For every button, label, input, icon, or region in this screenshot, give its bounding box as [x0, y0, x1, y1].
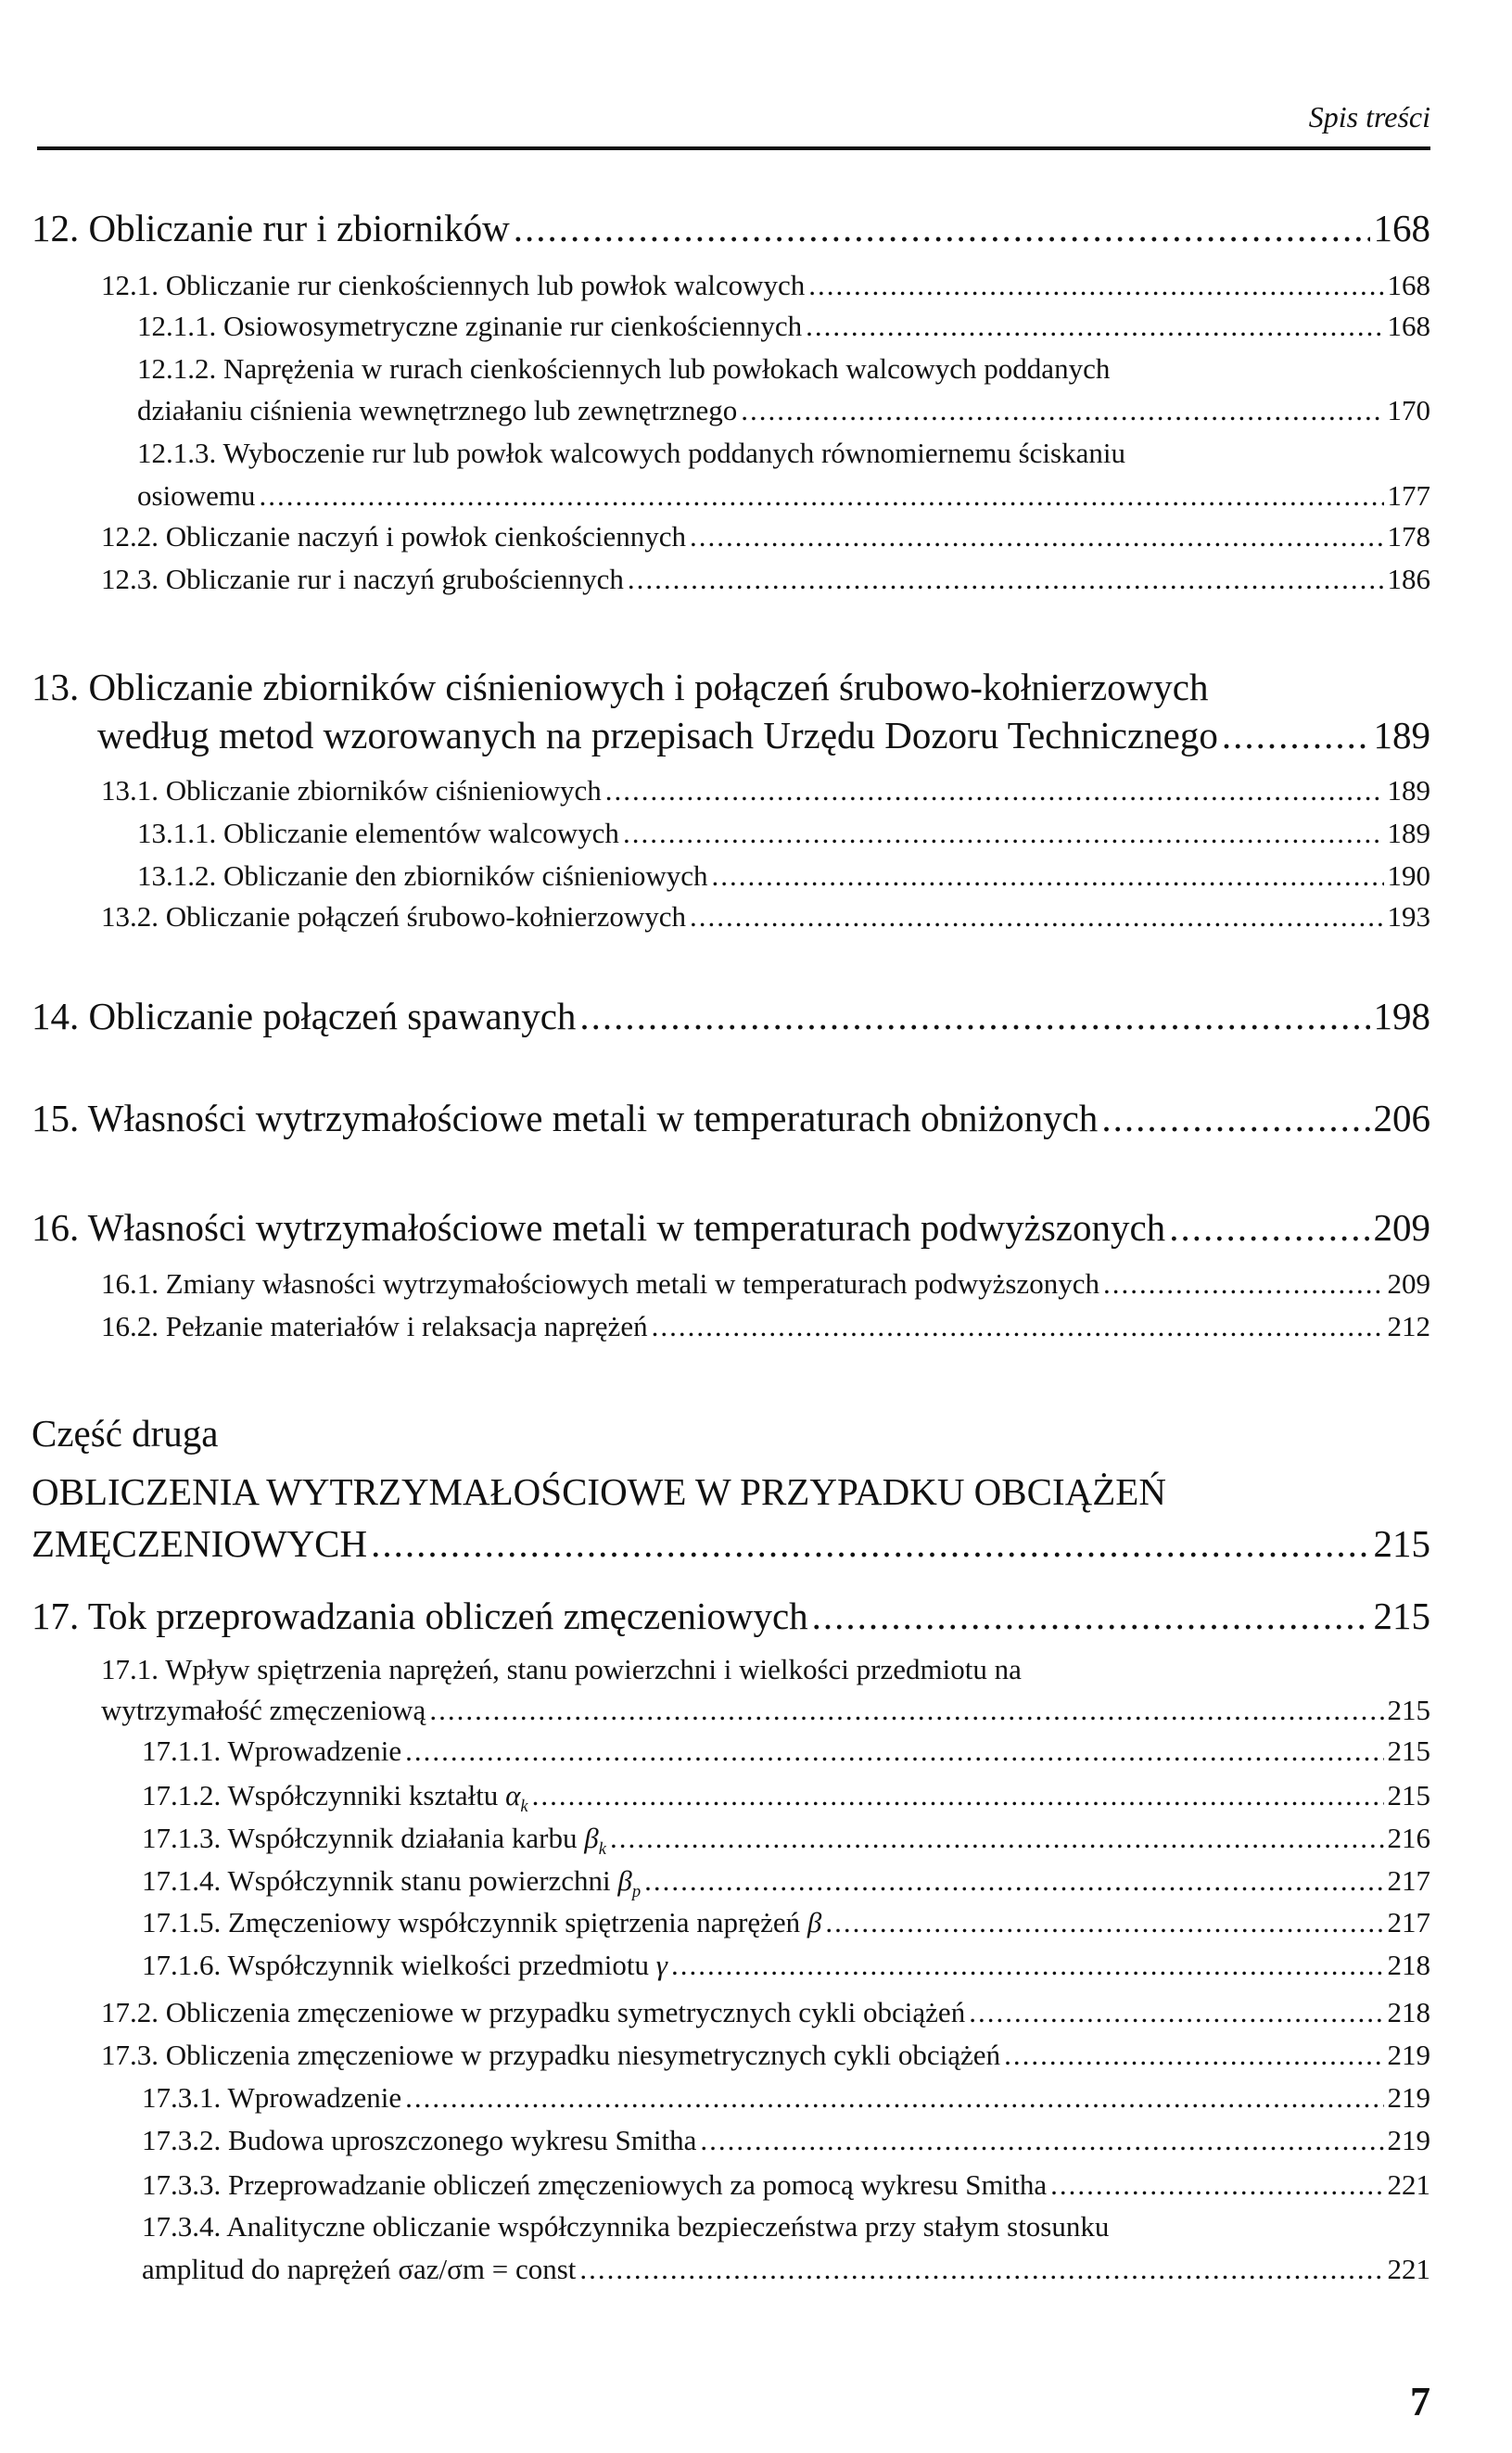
toc-page-number: 221 — [1387, 2168, 1430, 2201]
toc-entry-number: 12.2. — [101, 520, 159, 553]
math-symbol — [656, 1949, 667, 1981]
toc-entry[interactable] — [32, 1204, 1430, 1251]
toc-entry[interactable] — [137, 815, 1430, 852]
toc-entry-text: Obliczanie den zbiorników ciśnieniowych — [223, 859, 708, 892]
toc-entry[interactable] — [142, 1820, 1430, 1860]
toc-entry-text: Obliczanie elementów walcowych — [223, 817, 619, 849]
dot-leader — [623, 815, 1384, 852]
toc-entry[interactable] — [142, 1904, 1430, 1941]
toc-entry-text: Zmiany własności wytrzymałościowych metali w temperaturach podwyższonych — [165, 1267, 1099, 1300]
toc-page-number: 168 — [1387, 310, 1430, 342]
toc-entry[interactable] — [137, 858, 1430, 895]
toc-page-number: 186 — [1387, 563, 1430, 595]
toc-entry-text: Własności wytrzymałościowe metali w temperaturach obniżonych — [87, 1097, 1099, 1139]
toc-entry-number: 17.1.2. — [142, 1779, 222, 1811]
toc-entry-text-continued: osiowemu — [137, 479, 256, 512]
toc-entry[interactable] — [101, 1265, 1430, 1303]
toc-entry-title — [32, 1204, 1165, 1251]
toc-page-number: 219 — [1387, 2081, 1430, 2114]
toc-page-number: 218 — [1387, 1996, 1430, 2028]
toc-entry-title — [137, 815, 619, 852]
toc-entry[interactable] — [32, 205, 1430, 251]
toc-entry-text: Wprowadzenie — [227, 2081, 402, 2114]
dot-leader — [741, 392, 1383, 429]
toc-entry[interactable] — [137, 435, 1125, 472]
toc-page-number: 178 — [1387, 520, 1430, 553]
toc-entry-number: 17.3.4. — [142, 2210, 222, 2243]
toc-entry-text: OBLICZENIA WYTRZYMAŁOŚCIOWE W PRZYPADKU OBCIĄŻEŃ — [32, 1470, 1166, 1513]
toc-entry-title — [142, 2167, 1047, 2204]
toc-page-number: 218 — [1387, 1949, 1430, 1981]
math-symbol-letter: β — [617, 1864, 632, 1897]
toc-entry-title — [137, 435, 1125, 472]
toc-entry-number: 17.1.4. — [142, 1864, 222, 1897]
toc-entry-continuation — [137, 392, 1430, 429]
toc-entry-number: 16.1. — [101, 1267, 159, 1300]
toc-entry-title — [142, 1947, 667, 1984]
toc-entry-title — [32, 205, 510, 251]
dot-leader — [514, 205, 1370, 251]
toc-entry[interactable] — [142, 2122, 1430, 2159]
toc-entry-title — [32, 1410, 219, 1456]
dot-leader — [652, 1308, 1384, 1345]
toc-entry-text: Osiowosymetryczne zginanie rur cienkościennych — [223, 310, 803, 342]
toc-entry-title — [101, 561, 624, 598]
math-symbol-subscript: k — [598, 1839, 606, 1860]
dot-leader — [579, 2251, 1383, 2288]
toc-entry-title — [137, 350, 1110, 388]
toc-entry[interactable] — [101, 1308, 1430, 1345]
toc-entry-title — [101, 1994, 965, 2031]
toc-entry[interactable] — [32, 1095, 1430, 1141]
toc-entry-title — [32, 1468, 1166, 1515]
toc-entry-title — [142, 1733, 401, 1770]
page-number: 7 — [1410, 2379, 1430, 2424]
toc-entry-number: 14. — [32, 995, 80, 1037]
toc-entry-text: Wpływ spiętrzenia naprężeń, stanu powierzchni i wielkości przedmiotu na — [165, 1653, 1022, 1685]
toc-entry-number: 17.3.3. — [142, 2168, 222, 2201]
toc-entry-title — [101, 267, 805, 304]
dot-leader — [812, 1593, 1370, 1639]
toc-page-number: 209 — [1387, 1267, 1430, 1300]
toc-page-number: 206 — [1373, 1097, 1430, 1139]
dot-leader — [371, 1520, 1369, 1567]
toc-entry-text: Obliczanie połączeń śrubowo-kołnierzowych — [165, 900, 686, 933]
toc-page-number: 189 — [1387, 817, 1430, 849]
toc-entry-number: 16.2. — [101, 1310, 159, 1342]
toc-entry-title — [137, 858, 708, 895]
toc-entry[interactable] — [32, 1410, 1430, 1456]
toc-page-number: 212 — [1387, 1310, 1430, 1342]
toc-entry-text: Obliczanie rur cienkościennych lub powłok walcowych — [165, 269, 806, 301]
dot-leader — [690, 518, 1384, 555]
toc-entry[interactable] — [142, 1733, 1430, 1770]
toc-entry-number: 16. — [32, 1206, 80, 1249]
math-symbol-subscript: p — [631, 1882, 642, 1902]
toc-entry[interactable] — [142, 1777, 1430, 1817]
toc-entry-number: 17.3.2. — [142, 2124, 222, 2156]
dot-leader — [628, 561, 1384, 598]
toc-entry[interactable] — [137, 308, 1430, 345]
toc-entry-text: Współczynnik wielkości przedmiotu — [227, 1949, 650, 1981]
toc-entry-number: 17.2. — [101, 1996, 159, 2028]
toc-page-number: 215 — [1387, 1735, 1430, 1767]
toc-entry-title — [101, 518, 686, 555]
toc-entry-continuation — [97, 712, 1430, 758]
dot-leader — [712, 858, 1384, 895]
math-symbol — [807, 1906, 821, 1938]
toc-entry-continuation — [137, 477, 1430, 515]
toc-entry[interactable] — [101, 561, 1430, 598]
toc-page-number: 217 — [1387, 1864, 1430, 1897]
dot-leader — [1103, 1265, 1384, 1303]
toc-entry-text: Tok przeprowadzania obliczeń zmęczeniowych — [87, 1595, 808, 1637]
toc-entry-number: 17.3.1. — [142, 2081, 222, 2114]
dot-leader — [690, 898, 1384, 935]
toc-entry[interactable] — [142, 2079, 1430, 2116]
dot-leader — [969, 1994, 1383, 2031]
toc-entry-title — [101, 1651, 1022, 1688]
toc-entry-number: 17.3. — [101, 2039, 159, 2071]
toc-page-number: 215 — [1387, 1694, 1430, 1726]
toc-page-number: 221 — [1387, 2253, 1430, 2285]
math-symbol-subscript: k — [520, 1797, 528, 1817]
toc-entry-continuation — [101, 1692, 1430, 1729]
toc-entry-title — [32, 1095, 1098, 1141]
toc-entry-text: Obliczanie rur i zbiorników — [88, 207, 510, 249]
toc-entry-text: Analityczne obliczanie współczynnika bezpieczeństwa przy stałym stosunku — [226, 2210, 1110, 2243]
toc-page-number: 198 — [1373, 995, 1430, 1037]
toc-entry[interactable] — [32, 1593, 1430, 1639]
toc-entry-text: Wprowadzenie — [227, 1735, 402, 1767]
toc-entry[interactable] — [32, 1468, 1166, 1515]
toc-entry-text: Współczynnik działania karbu — [227, 1822, 578, 1854]
toc-page-number: 215 — [1373, 1522, 1430, 1565]
toc-entry-title — [101, 2037, 1000, 2074]
toc-entry-title — [101, 772, 602, 809]
toc-entry-title — [142, 1777, 528, 1825]
toc-entry-text: Obliczanie zbiorników ciśnieniowych — [165, 774, 602, 807]
toc-entry-text: Pełzanie materiałów i relaksacja naprężeń — [165, 1310, 648, 1342]
toc-entry-text: Obliczanie połączeń spawanych — [88, 995, 577, 1037]
toc-entry[interactable] — [142, 1947, 1430, 1984]
toc-entry-number: 17.1.6. — [142, 1949, 222, 1981]
toc-page-number: 219 — [1387, 2124, 1430, 2156]
toc-entry-number: 12.1.2. — [137, 352, 217, 385]
dot-leader — [610, 1820, 1384, 1857]
toc-entry-number: 12.3. — [101, 563, 159, 595]
toc-entry-text: Obliczenia zmęczeniowe w przypadku symetrycznych cykli obciążeń — [165, 1996, 966, 2028]
toc-entry-continuation — [142, 2251, 1430, 2288]
toc-entry-title — [32, 664, 1208, 710]
header-rule — [37, 146, 1430, 150]
toc-entry-text: Współczynniki kształtu — [227, 1779, 499, 1811]
toc-page-number: 189 — [1373, 714, 1430, 756]
dot-leader — [700, 2122, 1383, 2159]
dot-leader — [808, 267, 1383, 304]
toc-entry-text: Obliczenia zmęczeniowe w przypadku niesymetrycznych cykli obciążeń — [165, 2039, 1001, 2071]
math-symbol — [505, 1779, 528, 1817]
toc-page-number: 190 — [1387, 859, 1430, 892]
toc-entry-number: 13.2. — [101, 900, 159, 933]
toc-entry-text: Część druga — [32, 1412, 219, 1455]
toc-entry-number: 12.1.1. — [137, 310, 217, 342]
dot-leader — [825, 1904, 1383, 1941]
dot-leader — [579, 993, 1369, 1039]
toc-entry-number: 13.1. — [101, 774, 159, 807]
toc-entry-number: 12.1.3. — [137, 437, 217, 469]
toc-entry-title — [137, 308, 802, 345]
toc-page-number: 215 — [1373, 1595, 1430, 1637]
toc-entry-title — [142, 1820, 606, 1868]
toc-entry-text: Wyboczenie rur lub powłok walcowych poddanych równomiernemu ściskaniu — [222, 437, 1125, 469]
toc-entry-number: 12.1. — [101, 269, 159, 301]
toc-entry-title — [32, 1593, 808, 1639]
toc-entry-title — [101, 898, 686, 935]
toc-entry-number: 12. — [32, 207, 80, 249]
toc-entry-text-continued: amplitud do naprężeń σaz/σm = const — [142, 2253, 577, 2285]
toc-entry[interactable] — [142, 2167, 1430, 2204]
toc-entry[interactable] — [101, 518, 1430, 555]
toc-entry-title — [101, 1265, 1099, 1303]
math-symbol — [584, 1822, 606, 1860]
toc-page-number: 177 — [1387, 479, 1430, 512]
toc-entry-title — [142, 1904, 821, 1941]
dot-leader — [605, 772, 1384, 809]
toc-page-number: 189 — [1387, 774, 1430, 807]
toc-entry-text-continued: ZMĘCZENIOWYCH — [32, 1522, 368, 1565]
toc-entry-text: Naprężenia w rurach cienkościennych lub powłokach walcowych poddanych — [223, 352, 1111, 385]
toc-entry-number: 17.1. — [101, 1653, 159, 1685]
toc-entry[interactable] — [101, 772, 1430, 809]
math-symbol-letter: β — [584, 1822, 599, 1854]
toc-entry-text: Własności wytrzymałościowe metali w temperaturach podwyższonych — [87, 1206, 1166, 1249]
toc-entry-text: Współczynnik stanu powierzchni — [227, 1864, 611, 1897]
dot-leader — [806, 308, 1383, 345]
toc-entry[interactable] — [101, 1994, 1430, 2031]
toc-entry-text: Zmęczeniowy współczynnik spiętrzenia naprężeń — [228, 1906, 801, 1938]
toc-entry[interactable] — [101, 267, 1430, 304]
toc-entry[interactable] — [32, 664, 1208, 710]
dot-leader — [1004, 2037, 1383, 2074]
toc-page-number: 170 — [1387, 394, 1430, 426]
toc-page-number: 193 — [1387, 900, 1430, 933]
dot-leader — [259, 477, 1383, 515]
toc-entry-title — [142, 2208, 1109, 2245]
toc-entry-text-continued: działaniu ciśnienia wewnętrznego lub zewnętrznego — [137, 394, 738, 426]
toc-entry[interactable] — [142, 2208, 1109, 2245]
toc-entry-number: 17.1.1. — [142, 1735, 222, 1767]
dot-leader — [429, 1692, 1383, 1729]
toc-entry[interactable] — [101, 898, 1430, 935]
toc-entry-number: 13.1.2. — [137, 859, 217, 892]
toc-entry-number: 17.1.5. — [142, 1906, 222, 1938]
dot-leader — [1050, 2167, 1383, 2204]
dot-leader — [532, 1777, 1384, 1814]
toc-entry[interactable] — [32, 993, 1430, 1039]
toc-entry-title — [142, 2079, 401, 2116]
toc-entry[interactable] — [101, 1651, 1022, 1688]
toc-page-number: 215 — [1387, 1779, 1430, 1811]
toc-page-number: 216 — [1387, 1822, 1430, 1854]
toc-entry-text-continued: wytrzymałość zmęczeniową — [101, 1694, 426, 1726]
toc-entry-number: 13.1.1. — [137, 817, 217, 849]
toc-entry-title — [142, 2122, 696, 2159]
toc-page-number: 217 — [1387, 1906, 1430, 1938]
math-symbol-letter: α — [505, 1779, 521, 1811]
dot-leader — [405, 2079, 1383, 2116]
toc-entry[interactable] — [101, 2037, 1430, 2074]
running-head-title: Spis treści — [1308, 100, 1430, 133]
toc-entry-number: 17.1.3. — [142, 1822, 222, 1854]
toc-entry-number: 15. — [32, 1097, 80, 1139]
toc-entry[interactable] — [142, 1862, 1430, 1900]
toc-page-number: 219 — [1387, 2039, 1430, 2071]
math-symbol — [617, 1864, 642, 1902]
dot-leader — [1222, 712, 1370, 758]
toc-entry[interactable] — [137, 350, 1110, 388]
toc-entry-text: Obliczanie naczyń i powłok cienkościennych — [165, 520, 686, 553]
toc-entry-text-continued: według metod wzorowanych na przepisach Urzędu Dozoru Technicznego — [97, 714, 1218, 756]
toc-entry-text: Obliczanie zbiorników ciśnieniowych i połączeń śrubowo-kołnierzowych — [88, 666, 1209, 708]
toc-entry-title — [101, 1308, 648, 1345]
toc-entry-number: 17. — [32, 1595, 80, 1637]
toc-entry-text: Przeprowadzanie obliczeń zmęczeniowych za pomocą wykresu Smitha — [228, 2168, 1048, 2201]
toc-page-number: 168 — [1373, 207, 1430, 249]
toc-entry-continuation — [32, 1520, 1430, 1567]
toc-entry-text: Obliczanie rur i naczyń grubościennych — [165, 563, 624, 595]
toc-entry-title — [32, 993, 576, 1039]
dot-leader — [1101, 1095, 1369, 1141]
toc-entry-text: Budowa uproszczonego wykresu Smitha — [228, 2124, 697, 2156]
dot-leader — [671, 1947, 1384, 1984]
dot-leader — [644, 1862, 1383, 1900]
toc-page-number: 209 — [1373, 1206, 1430, 1249]
toc-entry-number: 13. — [32, 666, 80, 708]
dot-leader — [1169, 1204, 1369, 1251]
toc-page-number: 168 — [1387, 269, 1430, 301]
math-symbol-letter: β — [807, 1906, 822, 1938]
math-symbol-letter: γ — [655, 1949, 667, 1981]
dot-leader — [405, 1733, 1383, 1770]
